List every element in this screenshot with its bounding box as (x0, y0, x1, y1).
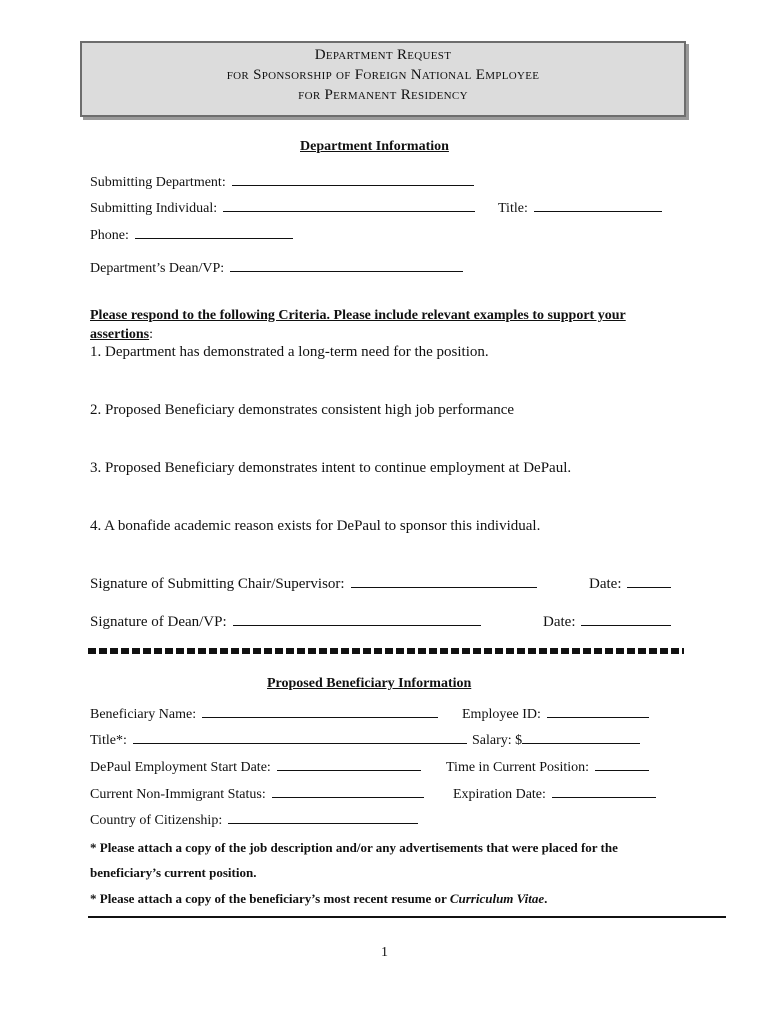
date1-label: Date: (589, 576, 622, 592)
phone-field[interactable] (135, 237, 293, 239)
employee-id-label: Employee ID: (462, 707, 541, 722)
page-number: 1 (381, 945, 388, 960)
chair-signature-row (90, 576, 537, 593)
criteria-item-4: 4. A bonafide academic reason exists for DePaul to sponsor this individual. (90, 518, 541, 534)
criteria-heading (90, 306, 690, 344)
attachment-note-1: * Please attach a copy of the job description and/or any advertisements that were placed for the (90, 840, 618, 855)
date1-row (589, 576, 671, 593)
dean-signature-row (90, 614, 481, 631)
time-in-position-field[interactable] (595, 769, 649, 771)
dean-vp-row (90, 261, 463, 277)
criteria-item-2: 2. Proposed Beneficiary demonstrates consistent high job performance (90, 402, 515, 418)
citizenship-row (90, 813, 418, 829)
form-header (80, 41, 686, 117)
submitting-department-field[interactable] (232, 184, 474, 186)
time-in-position-label: Time in Current Position: (446, 760, 590, 775)
submitting-department-row (90, 175, 474, 191)
dean-vp-field[interactable] (230, 270, 463, 272)
attachment-note-2-text: * Please attach a copy of the beneficiary’s most recent resume or (90, 891, 450, 906)
criteria-item-1: 1. Department has demonstrated a long-term need for the position. (90, 344, 489, 360)
status-label: Current Non-Immigrant Status: (90, 787, 266, 802)
chair-signature-label: Signature of Submitting Chair/Supervisor: (90, 576, 345, 592)
salary-label: Salary: $ (472, 733, 523, 748)
attachment-note-1-continued: beneficiary’s current position. (90, 865, 257, 880)
dashed-divider (88, 648, 684, 654)
header-line-2: for Sponsorship of Foreign National Employee (226, 67, 540, 83)
submitting-individual-row (90, 201, 475, 217)
start-date-label: DePaul Employment Start Date: (90, 760, 271, 775)
dean-vp-label: Department’s Dean/VP: (90, 261, 225, 276)
header-line-1: Department Request (314, 47, 452, 63)
chair-signature-field[interactable] (351, 586, 537, 588)
title-row (498, 201, 662, 217)
attachment-note-2-suffix: . (544, 891, 548, 906)
expiration-row (453, 787, 656, 803)
date1-field[interactable] (627, 586, 671, 588)
submitting-department-label: Submitting Department: (90, 175, 226, 190)
start-date-field[interactable] (277, 769, 421, 771)
bottom-rule (88, 916, 726, 918)
status-row (90, 787, 424, 803)
title-field[interactable] (534, 210, 662, 212)
beneficiary-name-label: Beneficiary Name: (90, 707, 197, 722)
dean-signature-field[interactable] (233, 624, 481, 626)
date2-field[interactable] (581, 624, 671, 626)
submitting-individual-label: Submitting Individual: (90, 201, 218, 216)
date2-row (543, 614, 671, 631)
criteria-heading-text: Please respond to the following Criteria. Please include relevant examples to support your assertions (90, 308, 626, 342)
beneficiary-title-row (90, 733, 467, 749)
beneficiary-title-field[interactable] (133, 742, 467, 744)
beneficiary-name-field[interactable] (202, 716, 438, 718)
citizenship-field[interactable] (228, 822, 418, 824)
beneficiary-section-title: Proposed Beneficiary Information (267, 676, 472, 691)
expiration-field[interactable] (552, 796, 656, 798)
title-label: Title: (498, 201, 528, 216)
phone-row (90, 228, 293, 244)
attachment-note-2-italic: Curriculum Vitae (449, 891, 545, 906)
date2-label: Date: (543, 614, 576, 630)
beneficiary-title-label: Title*: (90, 733, 127, 748)
department-section-title: Department Information (300, 139, 449, 154)
criteria-item-3: 3. Proposed Beneficiary demonstrates intent to continue employment at DePaul. (90, 460, 572, 476)
employee-id-row (462, 707, 649, 723)
salary-field[interactable] (522, 742, 640, 744)
dean-signature-label: Signature of Dean/VP: (90, 614, 227, 630)
phone-label: Phone: (90, 228, 129, 243)
employee-id-field[interactable] (547, 716, 649, 718)
expiration-label: Expiration Date: (453, 787, 546, 802)
beneficiary-name-row (90, 707, 438, 723)
header-line-3: for Permanent Residency (298, 87, 468, 103)
submitting-individual-field[interactable] (223, 210, 475, 212)
attachment-note-2 (90, 891, 547, 907)
salary-row (472, 733, 640, 749)
start-date-row (90, 760, 421, 776)
citizenship-label: Country of Citizenship: (90, 813, 223, 828)
criteria-heading-colon: : (149, 327, 154, 342)
time-in-position-row (446, 760, 649, 776)
status-field[interactable] (272, 796, 424, 798)
